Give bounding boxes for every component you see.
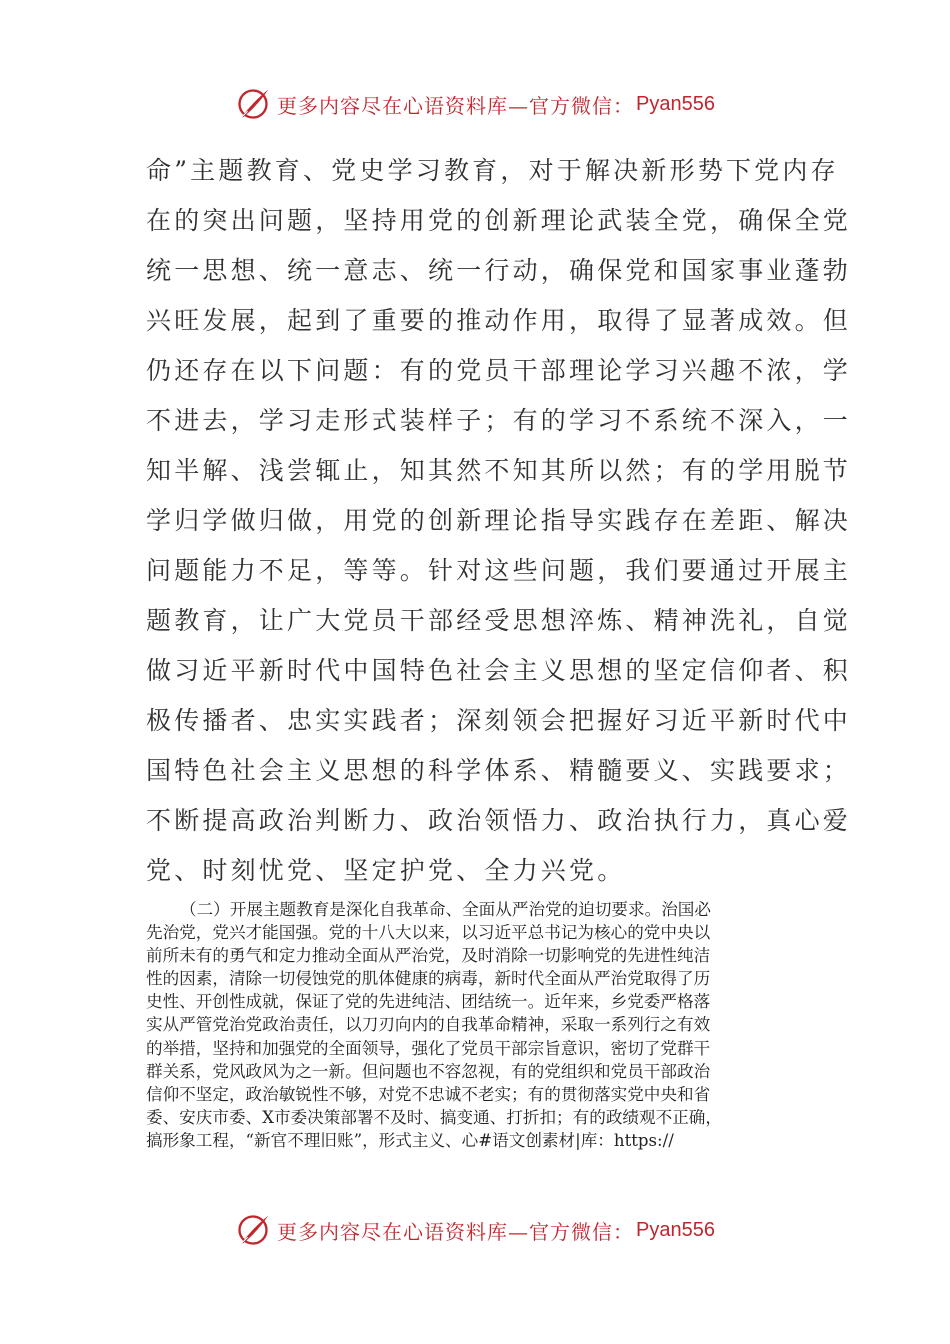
text-line: 不进去，学习走形式装样子；有的学习不系统不深入，一 (146, 406, 852, 435)
watermark-text: 更多内容尽在心语资料库—官方微信： (277, 1219, 635, 1244)
text-line: 做习近平新时代中国特色社会主义思想的坚定信仰者、积 (146, 656, 852, 685)
text-line: 在的突出问题，坚持用党的创新理论武装全党，确保全党 (146, 206, 852, 235)
text-line: 的举措，坚持和加强党的全面领导，强化了党员干部宗旨意识，密切了党群干 (146, 1038, 711, 1058)
text-line: 学归学做归做，用党的创新理论指导实践存在差距、解决 (146, 506, 852, 535)
text-line: 党、时刻忧党、坚定护党、全力兴党。 (146, 856, 626, 885)
watermark-text: 更多内容尽在心语资料库—官方微信： (277, 93, 635, 118)
quill-logo-icon (235, 86, 271, 122)
text-line: 实从严管党治党政治责任，以刀刃向内的自我革命精神，采取一系列行之有效 (146, 1015, 711, 1035)
text-line: 统一思想、统一意志、统一行动，确保党和国家事业蓬勃 (146, 256, 852, 285)
text-line: 群关系，党风政风为之一新。但问题也不容忽视，有的党组织和党员干部政治 (146, 1061, 711, 1081)
wechat-id: Pyan556 (636, 92, 715, 115)
text-line: 信仰不坚定，政治敏锐性不够，对党不忠诚不老实；有的贯彻落实党中央和省 (146, 1084, 711, 1104)
text-line: 仍还存在以下问题：有的党员干部理论学习兴趣不浓，学 (146, 356, 852, 385)
text-line: 问题能力不足，等等。针对这些问题，我们要通过开展主 (146, 556, 852, 585)
text-line: 史性、开创性成就，保证了党的先进纯洁、团结统一。近年来，乡党委严格落 (146, 992, 711, 1012)
text-line: 不断提高政治判断力、政治领悟力、政治执行力，真心爱 (146, 806, 852, 835)
text-line: （二）开展主题教育是深化自我革命、全面从严治党的迫切要求。治国必 (180, 900, 711, 919)
text-line: 知半解、浅尝辄止，知其然不知其所以然；有的学用脱节 (146, 456, 852, 485)
footer-watermark (0, 1210, 950, 1250)
text-line: 国特色社会主义思想的科学体系、精髓要义、实践要求； (146, 756, 852, 785)
text-line: 命”主题教育、党史学习教育，对于解决新形势下党内存 (146, 156, 839, 185)
text-line: 兴旺发展，起到了重要的推动作用，取得了显著成效。但 (146, 306, 852, 335)
text-line: 搞形象工程，“新官不理旧账”，形式主义、心#语文创素材|库：https:// (146, 1130, 674, 1150)
text-line: 委、安庆市委、X市委决策部署不及时、搞变通、打折扣；有的政绩观不正确， (146, 1107, 722, 1127)
text-line: 先治党，党兴才能国强。党的十八大以来，以习近平总书记为核心的党中央以 (146, 923, 711, 943)
wechat-id: Pyan556 (636, 1218, 715, 1241)
paragraph-small (146, 898, 826, 1152)
paragraph-large (146, 146, 852, 896)
text-line: 极传播者、忠实实践者；深刻领会把握好习近平新时代中 (146, 706, 852, 735)
text-line: 性的因素，清除一切侵蚀党的肌体健康的病毒，新时代全面从严治党取得了历 (146, 969, 711, 989)
quill-logo-icon (235, 1212, 271, 1248)
text-line: 前所未有的勇气和定力推动全面从严治党，及时消除一切影响党的先进性纯洁 (146, 946, 711, 966)
text-line: 题教育，让广大党员干部经受思想淬炼、精神洗礼，自觉 (146, 606, 852, 635)
header-watermark (0, 84, 950, 124)
